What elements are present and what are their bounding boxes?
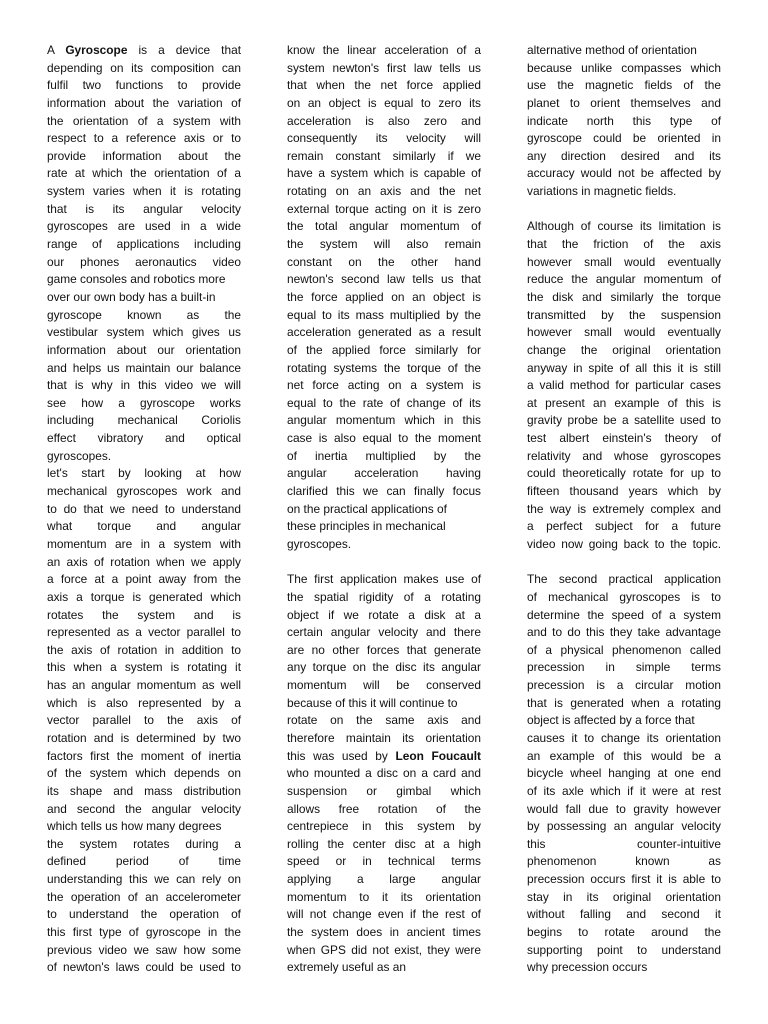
- text-line: because of this it will continue to: [287, 695, 458, 710]
- text-line: consequently its velocity will: [287, 131, 481, 146]
- text-line: the system does in ancient times: [287, 925, 481, 940]
- text-line: why precession occurs: [527, 960, 648, 975]
- text-line: these principles in mechanical: [287, 519, 446, 534]
- paragraph-gap: [527, 554, 721, 572]
- text-run: A: [47, 43, 66, 57]
- text-line: rotation and is determined by two: [47, 730, 241, 745]
- text-line: anyway in spite of all this it is still: [527, 360, 721, 375]
- text-line: case is also equal to the moment: [287, 431, 481, 446]
- text-line: bicycle wheel hanging at one end: [527, 766, 721, 781]
- text-line: angular acceleration having: [287, 466, 481, 481]
- text-line: and to do this they take advantage: [527, 625, 721, 640]
- text-line: the system rotates during a: [47, 836, 241, 851]
- text-line: planet to orient themselves and: [527, 95, 721, 110]
- text-line: are no other forces that generate: [287, 642, 481, 657]
- text-line: applying a large angular: [287, 872, 481, 887]
- text-line: phenomenon known as: [527, 854, 721, 869]
- text-line: factors first the moment of inertia: [47, 748, 241, 763]
- text-line: speed or in technical terms: [287, 854, 481, 869]
- text-line: vestibular system which gives us: [47, 325, 241, 340]
- text-line: understanding this we can rely on: [47, 872, 241, 887]
- text-line: accuracy would not be affected by: [527, 166, 721, 181]
- text-run: is a device that: [127, 43, 241, 57]
- text-line: system newton's first law tells us: [287, 60, 481, 75]
- text-line: the force applied on an object is: [287, 289, 481, 304]
- text-line: because unlike compasses which: [527, 60, 721, 75]
- text-line: that the friction of the axis: [527, 237, 721, 252]
- text-line: causes it to change its orientation: [527, 730, 721, 745]
- text-line: rotates the system and is: [47, 607, 241, 622]
- text-line: constant on the other hand: [287, 254, 481, 269]
- text-line: stay in its original orientation: [527, 889, 721, 904]
- text-line: an axis of rotation when we apply: [47, 554, 241, 569]
- text-line: its shape and mass distribution: [47, 783, 241, 798]
- text-line: determine the speed of a system: [527, 607, 721, 622]
- text-line: momentum to it its orientation: [287, 889, 481, 904]
- text-line: at present an example of this is: [527, 395, 721, 410]
- text-line: information about the variation of: [47, 95, 241, 110]
- text-line: rotating on an axis and the net: [287, 184, 481, 199]
- text-line: our phones aeronautics video: [47, 254, 241, 269]
- text-line: that is why in this video we will: [47, 378, 241, 393]
- text-line: that is its angular velocity: [47, 201, 241, 216]
- text-line: momentum will be conserved: [287, 678, 481, 693]
- text-line: gyroscopes.: [47, 448, 112, 463]
- text-line: of newton's laws could be used to: [47, 960, 241, 975]
- text-line: supporting point to understand: [527, 942, 721, 957]
- text-run: this was used by: [287, 748, 396, 763]
- text-line: game consoles and robotics more: [47, 272, 226, 287]
- text-line: transmitted by the suspension: [527, 307, 721, 322]
- text-line: represented as a vector parallel to: [47, 625, 241, 640]
- text-line: gravity probe be a satellite used to: [527, 413, 721, 428]
- text-line: axis a torque is generated which: [47, 589, 241, 604]
- text-line: over our own body has a built-in: [47, 289, 216, 304]
- text-line: allows free rotation of the: [287, 801, 481, 816]
- text-line: provide information about the: [47, 148, 241, 163]
- text-line: rolling the center disc at a high: [287, 836, 481, 851]
- text-line: when GPS did not exist, they were: [287, 942, 481, 957]
- text-line: Although of course its limitation is: [527, 219, 721, 234]
- bold-term: Leon Foucault: [395, 748, 481, 763]
- text-line: net force acting on a system is: [287, 378, 481, 393]
- text-line: gyroscope known as the: [47, 307, 241, 322]
- text-line: object if we rotate a disk at a: [287, 607, 481, 622]
- text-line: to understand the operation of: [47, 907, 241, 922]
- text-line: including mechanical Coriolis: [47, 413, 241, 428]
- paragraph-gap: [287, 554, 481, 572]
- text-line: of its axle which if it were at rest: [527, 783, 721, 798]
- text-line: precession occurs first it is able to: [527, 872, 721, 887]
- text-line: object is affected by a force that: [527, 713, 695, 728]
- text-line: alternative method of orientation: [527, 43, 697, 57]
- text-line: mechanical gyroscopes work and: [47, 484, 241, 499]
- text-line: the spatial rigidity of a rotating: [287, 589, 481, 604]
- text-line: effect vibratory and optical: [47, 431, 241, 446]
- text-line: this first type of gyroscope in the: [47, 925, 241, 940]
- text-line: the system will also remain: [287, 237, 481, 252]
- text-line: of a physical phenomenon called: [527, 642, 721, 657]
- text-line: defined period of time: [47, 854, 241, 869]
- text-line: of mechanical gyroscopes is to: [527, 589, 721, 604]
- text-line: newton's second law tells us that: [287, 272, 481, 287]
- text-line: will not change even if the rest of: [287, 907, 481, 922]
- text-line: respect to a reference axis or to: [47, 131, 241, 146]
- text-line: momentum are in a system with: [47, 536, 241, 551]
- text-line: begins to rotate around the: [527, 925, 721, 940]
- text-line: have a system which is capable of: [287, 166, 481, 181]
- text-line: acceleration is also zero and: [287, 113, 481, 128]
- text-line: precession in simple terms: [527, 660, 721, 675]
- text-line: the operation of an accelerometer: [47, 889, 241, 904]
- text-line: see how a gyroscope works: [47, 395, 241, 410]
- text-line: The first application makes use of: [287, 572, 481, 587]
- text-line: angular momentum which in this: [287, 413, 481, 428]
- text-line: video now going back to the topic.: [527, 536, 721, 551]
- text-line: this when a system is rotating it: [47, 660, 241, 675]
- text-line: depending on its composition can: [47, 60, 241, 75]
- text-line: that is generated when a rotating: [527, 695, 721, 710]
- text-line: rate at which the orientation of a: [47, 166, 241, 181]
- text-line: centrepiece in this system by: [287, 819, 481, 834]
- text-line: test albert einstein's theory of: [527, 431, 721, 446]
- text-line: of inertia multiplied by the: [287, 448, 481, 463]
- text-line: the orientation of a system with: [47, 113, 241, 128]
- text-line: which tells us how many degrees: [47, 819, 222, 834]
- text-line: what torque and angular: [47, 519, 241, 534]
- text-line: rotating systems the torque of the: [287, 360, 481, 375]
- text-line: relativity and whose gyroscopes: [527, 448, 721, 463]
- text-column-2: [287, 42, 481, 977]
- text-line: the way is extremely complex and: [527, 501, 721, 516]
- text-line: of the system which depends on: [47, 766, 241, 781]
- text-line: to do that we need to understand: [47, 501, 241, 516]
- text-line: has an angular momentum as well: [47, 678, 241, 693]
- text-line: extremely useful as an: [287, 960, 406, 975]
- text-line: certain angular velocity and there: [287, 625, 481, 640]
- text-line: fulfil two functions to provide: [47, 78, 241, 93]
- text-line: who mounted a disc on a card and: [287, 766, 481, 781]
- text-line: rotate on the same axis and: [287, 713, 481, 728]
- text-line: the total angular momentum of: [287, 219, 481, 234]
- text-line: clarified this we can finally focus: [287, 484, 481, 499]
- text-line: precession is a circular motion: [527, 678, 721, 693]
- text-line: any torque on the disc its angular: [287, 660, 481, 675]
- text-line: let's start by looking at how: [47, 466, 241, 481]
- text-line: acceleration generated as a result: [287, 325, 481, 340]
- text-line: therefore maintain its orientation: [287, 730, 481, 745]
- text-line: the axis of rotation in addition to: [47, 642, 241, 657]
- text-line: previous video we saw how some: [47, 942, 241, 957]
- text-line: and second the angular velocity: [47, 801, 241, 816]
- text-line: range of applications including: [47, 237, 241, 252]
- text-line: an example of this would be a: [527, 748, 721, 763]
- text-line: on the practical applications of: [287, 501, 447, 516]
- text-line: a force at a point away from the: [47, 572, 241, 587]
- text-line: and helps us maintain our balance: [47, 360, 241, 375]
- text-line: The second practical application: [527, 572, 721, 587]
- text-line: change the original orientation: [527, 342, 721, 357]
- text-line: indicate north this type of: [527, 113, 721, 128]
- text-line: a valid method for particular cases: [527, 378, 721, 393]
- text-line: which is also represented by a: [47, 695, 241, 710]
- paragraph-gap: [527, 201, 721, 219]
- text-line: any direction desired and its: [527, 148, 721, 163]
- text-line: would fall due to gravity however: [527, 801, 721, 816]
- text-column-1: [47, 42, 241, 977]
- text-line: however small would eventually: [527, 325, 721, 340]
- text-line: a perfect subject for a future: [527, 519, 721, 534]
- text-line: on an object is equal to zero its: [287, 95, 481, 110]
- text-line: this counter-intuitive: [527, 836, 721, 851]
- text-line: by possessing an angular velocity: [527, 819, 721, 834]
- text-line: use the magnetic fields of the: [527, 78, 721, 93]
- text-line: [287, 748, 481, 766]
- text-line: gyroscopes.: [287, 536, 352, 551]
- text-line: information about our orientation: [47, 342, 241, 357]
- text-line: equal to its mass multiplied by the: [287, 307, 481, 322]
- text-line: fifteen thousand years which by: [527, 484, 721, 499]
- text-line: of the applied force similarly for: [287, 342, 481, 357]
- text-line: vector parallel to the axis of: [47, 713, 241, 728]
- text-line: without falling and second it: [527, 907, 721, 922]
- text-line: [47, 42, 241, 60]
- text-line: could theoretically rotate for up to: [527, 466, 721, 481]
- text-line: gyroscopes are used in a wide: [47, 219, 241, 234]
- text-line: variations in magnetic fields.: [527, 184, 677, 199]
- text-line: reduce the angular momentum of: [527, 272, 721, 287]
- bold-term: Gyroscope: [65, 43, 128, 57]
- text-line: external torque acting on it is zero: [287, 201, 481, 216]
- text-column-3: [527, 42, 721, 977]
- text-line: the disk and similarly the torque: [527, 289, 721, 304]
- text-line: gyroscope could be oriented in: [527, 131, 721, 146]
- text-line: system varies when it is rotating: [47, 184, 241, 199]
- text-line: suspension or gimbal which: [287, 783, 481, 798]
- text-line: however small would eventually: [527, 254, 721, 269]
- text-line: know the linear acceleration of a: [287, 43, 481, 57]
- text-line: remain constant similarly if we: [287, 148, 481, 163]
- text-line: equal to the rate of change of its: [287, 395, 481, 410]
- text-line: that when the net force applied: [287, 78, 481, 93]
